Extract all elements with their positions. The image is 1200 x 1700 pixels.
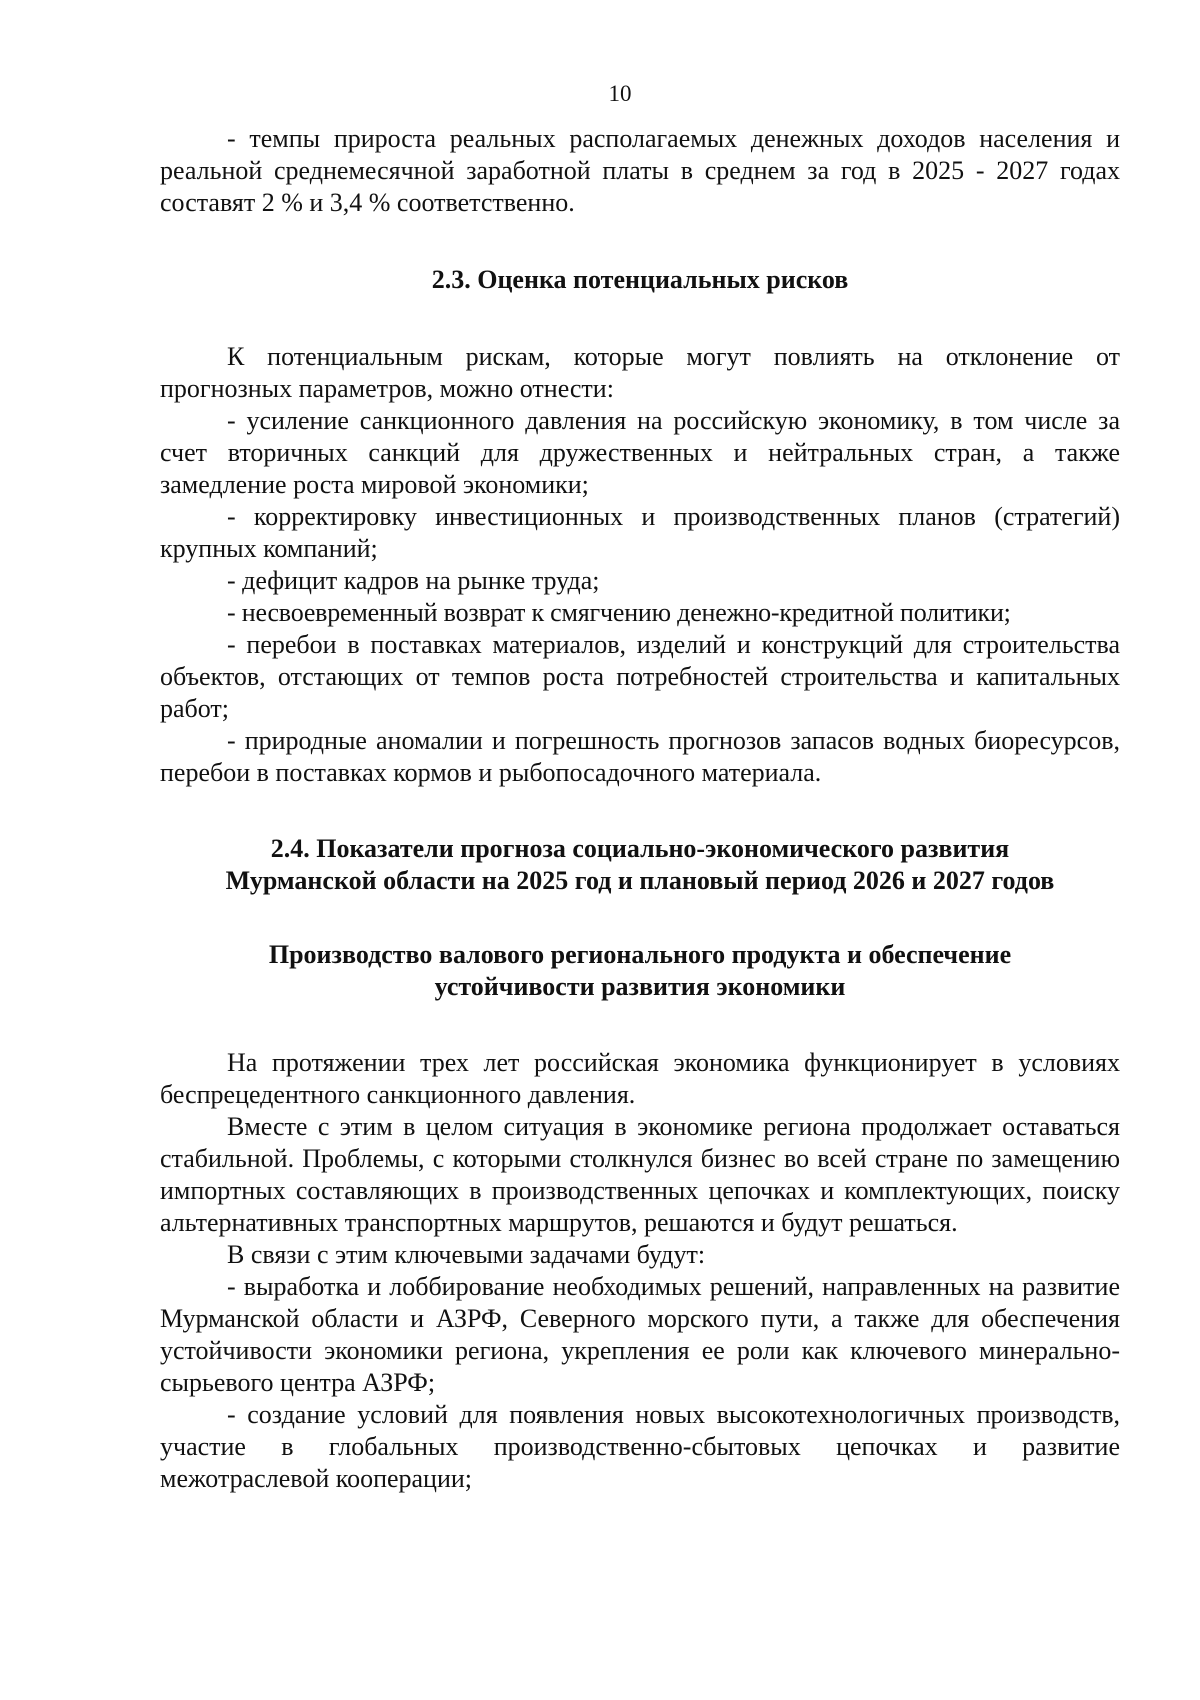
risk-item: - несвоевременный возврат к смягчению денежно-кредитной политики; xyxy=(227,598,1011,627)
section-heading-indicators-line2: Мурманской области на 2025 год и плановый период 2026 и 2027 годов xyxy=(225,866,1055,895)
task-item: - создание условий для появления новых высокотехнологичных производств, участие в глобальных производственно-сбытовых цепочках и развитие межотраслевой кооперации; xyxy=(160,1400,1120,1493)
risks-lead-paragraph: К потенциальным рискам, которые могут повлиять на отклонение от прогнозных параметров, можно отнести: xyxy=(160,342,1120,403)
section-heading-indicators-line1: 2.4. Показатели прогноза социально-экономического развития xyxy=(270,834,1010,863)
risk-item: - усиление санкционного давления на российскую экономику, в том числе за счет вторичных санкций для дружественных и нейтральных стран, а также замедление роста мировой экономики; xyxy=(160,406,1120,499)
section-heading-indicators xyxy=(160,833,1120,897)
risk-item: - природные аномалии и погрешность прогнозов запасов водных биоресурсов, перебои в поставках кормов и рыбопосадочного материала. xyxy=(160,726,1120,787)
section-heading-risks: 2.3. Оценка потенциальных рисков xyxy=(431,265,849,294)
subsection-heading-production-line2: устойчивости развития экономики xyxy=(434,972,846,1001)
body-paragraph: В связи с этим ключевыми задачами будут: xyxy=(227,1240,706,1269)
intro-bullet: - темпы прироста реальных располагаемых денежных доходов населения и реальной среднемесячной заработной платы в среднем за год в 2025 - 2027 годах составят 2 % и 3,4 % соответственно. xyxy=(160,124,1120,217)
body-paragraph: Вместе с этим в целом ситуация в экономике региона продолжает оставаться стабильной. Проблемы, с которыми столкнулся бизнес во всей стране по замещению импортных составляющих в производственных цепочках и комплектующих, поиску альтернативных транспортных маршрутов, решаются и будут решаться. xyxy=(160,1112,1120,1237)
subsection-heading-production xyxy=(160,939,1120,1003)
risk-item: - перебои в поставках материалов, изделий и конструкций для строительства объектов, отстающих от темпов роста потребностей строительства и капитальных работ; xyxy=(160,630,1120,723)
page-content xyxy=(160,123,1120,1495)
risk-item: - корректировку инвестиционных и производственных планов (стратегий) крупных компаний; xyxy=(160,502,1120,563)
risk-item: - дефицит кадров на рынке труда; xyxy=(227,566,600,595)
subsection-heading-production-line1: Производство валового регионального продукта и обеспечение xyxy=(268,940,1012,969)
page-number: 10 xyxy=(608,81,632,106)
body-paragraph: На протяжении трех лет российская экономика функционирует в условиях беспрецедентного санкционного давления. xyxy=(160,1048,1120,1109)
task-item: - выработка и лоббирование необходимых решений, направленных на развитие Мурманской области и АЗРФ, Северного морского пути, а также для обеспечения устойчивости экономики региона, укрепления ее роли как ключевого минерально-сырьевого центра АЗРФ; xyxy=(160,1272,1120,1397)
